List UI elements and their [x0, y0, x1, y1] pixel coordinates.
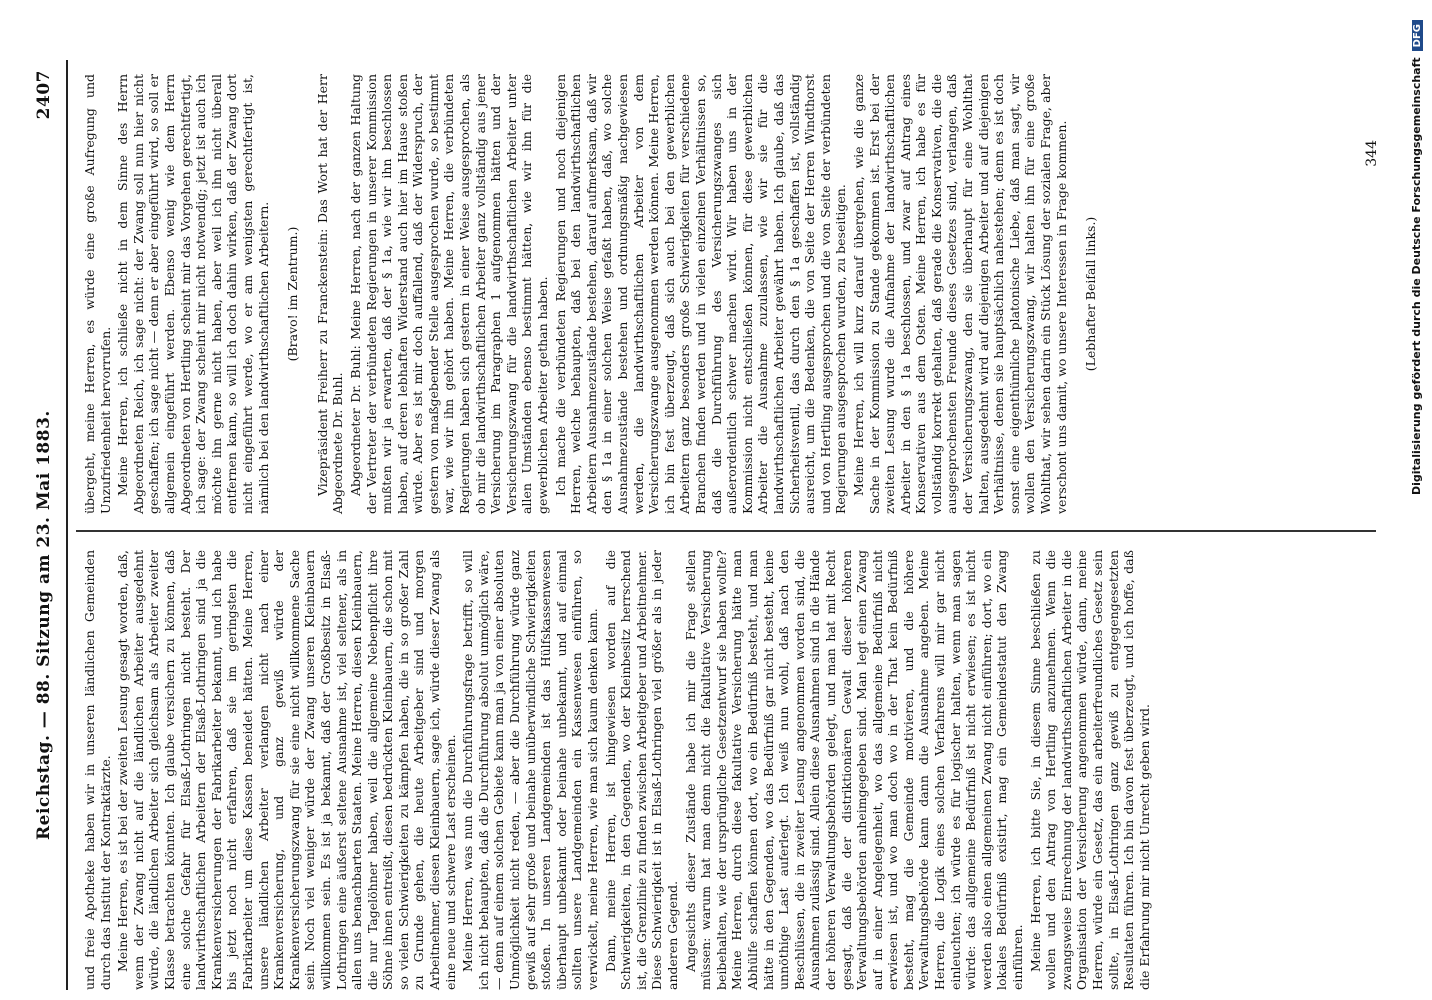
folio-number: 344 — [1364, 140, 1380, 167]
sidenote-text — [1410, 20, 1430, 980]
paragraph: Ich mache die verbündeten Regierungen und noch diejenigen Herren, welche behaupten, daß bei den landwirthschaftlichen Arbeitern Ausnahmezustände bestehen, darauf aufmerksam, daß wir den § 1a in einer solchen Weise gefaßt haben, daß, wo solche Ausnahmezustände bestehen und ordnungsmäßig nachgewiesen werden, die landwirthschaftlichen Arbeiter von dem Versicherungszwange ausgenommen werden können. Meine Herren, ich bin fest überzeugt, daß sich auch bei den gewerblichen Arbeitern ganz besonders große Schwierigkeiten für verschiedene Branchen finden werden und in vielen einzelnen Verhältnissen so, daß die Durchführung des Versicherungszwanges sich außerordentlich schwer machen wird. Wir haben uns in der Kommission nicht entschließen können, für diese gewerblichen Arbeiter die Ausnahme zuzulassen, wie wir sie für die landwirthschaftlichen Arbeiter gewährt haben. Ich glaube, daß das Sicherheitsventil, das durch den § 1a geschaffen ist, vollständig ausreicht, um die Bedenken, die von Seite der Herren Windthorst und von Hertling ausgesprochen und die von Seite der verbündeten Regierungen ausgesprochen wurden, zu beseitigen. — [552, 74, 849, 514]
paragraph: Meine Herren, es ist bei der zweiten Lesung gesagt worden, daß, wenn der Zwang nicht auf die ländlichen Arbeiter ausgedehnt würde, die ländlichen Arbeiter sich gleichsam als Arbeiter zweiter Klasse betrachten könnten. Ich glaube versichern zu können, daß eine solche Gefahr für Elsaß-Lothringen nicht besteht. Der landwirthschaftlichen Arbeitern der Elsaß-Lothringen sind ja die Krankenversicherungen der Fabrikarbeiter bekannt, und ich habe bis jetzt noch nicht erfahren, daß sie im geringsten die Fabrikarbeiter um diese Kassen beneidet hätten. Meine Herren, unsere ländlichen Arbeiter verlangen nicht nach einer Krankenversicherung, und ganz gewiß würde der Krankenversicherungszwang für sie eine nicht willkommene Sache sein. Noch viel weniger würde der Zwang unseren Kleinbauern willkommen sein. Es ist ja bekannt, daß der Großbesitz in Elsaß-Lothringen eine äußerst seltene Ausnahme ist, viel seltener, als in allen uns benachbarten Staaten. Meine Herren, diesen Kleinbauern, die nur Tagelöhner haben, weil die allgemeine Nebenpflicht ihre Söhne ihnen entreißt, diesen bedrückten Kleinbauern, die schon mit so vielen Schwierigkeiten zu kämpfen haben, die in so großer Zahl zu Grunde gehen, die heute Arbeitgeber sind und morgen Arbeitnehmer, diesen Kleinbauern, sage ich, würde dieser Zwang als eine neue und schwere Last erscheinen. — [115, 550, 458, 990]
left-column — [82, 550, 1154, 990]
page-number: 2407 — [34, 70, 54, 120]
column-divider — [76, 531, 1376, 533]
paragraph: Meine Herren, ich bitte Sie, in diesem Sinne beschließen zu wollen und den Antrag von Hertling anzunehmen. Wenn die zwangsweise Einrechnung der landwirthschaftlichen Arbeiter in die Organisation der Versicherung angenommen würde, dann, meine Herren, würde ein Gesetz, das ein arbeiterfreundliches Gesetz sein sollte, in Elsaß-Lothringen ganz gewiß zu entgegengesetzten Resultaten führen. Ich bin davon fest überzeugt, und ich hoffe, daß die Erfahrung mir nicht Unrecht geben wird. — [1027, 550, 1152, 990]
header-rule — [66, 60, 68, 990]
paragraph: Meine Herren, ich will kurz darauf übergehen, wie die ganze Sache in der Kommission zu Stande gekommen ist. Erst bei der zweiten Lesung wurde die Aufnahme der landwirthschaftlichen Arbeiter in den § 1a beschlossen, und zwar auf Antrag eines Konservativen aus dem Osten. Meine Herren, ich habe es für vollständig korrekt gehalten, daß gerade die Konservativen, die die ausgesprochensten Freunde dieses Gesetzes sind, verlangen, daß der Versicherungszwang, den sie überhaupt für eine Wohlthat halten, ausgedehnt wird auf diejenigen Arbeiter und auf diejenigen Verhältnisse, denen sie hauptsächlich nahestehen; denn es ist doch sonst eine eigenthümliche platonische Liebe, daß man sagt, wir wollen den Versicherungszwang, wir halten ihn für eine große Wohlthat, wir sehen darin ein Stück Lösung der sozialen Frage, aber verschont uns damit, wo unsere Interessen in Frage kommen. — [850, 74, 1069, 514]
rotated-page — [30, 55, 1410, 990]
running-head-title: Reichstag. — 88. Sitzung am 23. Mai 1883. — [34, 410, 54, 840]
right-column — [82, 74, 1113, 514]
paragraph: Meine Herren, was nun die Durchführungsfrage betrifft, so will ich nicht behaupten, daß die Durchführung absolut unmöglich wäre, — denn auf einem solchen Gebiete kann man ja von einer absoluten Unmöglichkeit nicht reden, — aber die Durchführung würde ganz gewiß auf sehr große und beinahe unüberwindliche Schwierigkeiten stoßen. In unseren Landgemeinden ist das Hülfskassenwesen überhaupt unbekannt oder beinahe unbekannt, und auf einmal sollten unsere Landgemeinden ein Kassenwesen einführen, so verwickelt, meine Herren, wie man sich kaum denken kann. — [460, 550, 600, 990]
speaker-paragraph: Vizepräsident Freiherr zu Franckenstein: Das Wort hat der Herr Abgeordnete Dr. Buhl. — [314, 74, 346, 514]
speaker-paragraph: Abgeordneter Dr. Buhl: Meine Herren, nach der ganzen Haltung der Vertreter der verbündeten Regierungen in unserer Kommission mußten wir ja erwarten, daß der § 1a, wie wir ihn beschlossen haben, auf deren lebhaften Widerstand auch hier im Hause stoßen würde. Aber es ist mir doch auffallend, daß der Widerspruch, der gestern von maßgebender Stelle ausgesprochen wurde, so bestimmt war, wie wir ihn gehört haben. Meine Herren, die verbündeten Regierungen haben sich gestern in einer Weise ausgesprochen, als ob mir die landwirthschaftlichen Arbeiter ganz vollständig aus jener Versicherung im Paragraphen 1 aufgenommen hätten und der Versicherungszwang für die landwirthschaftlichen Arbeiter unter allen Umständen ebenso bestimmt hätten, wie wir ihn für die gewerblichen Arbeiter gethan haben. — [347, 74, 551, 514]
paragraph: übergeht, meine Herren, es würde eine große Aufregung und Unzufriedenheit hervorrufen. — [82, 74, 113, 514]
paragraph: Meine Herren, ich schließe nicht in dem Sinne des Herrn Abgeordneten Reich, ich sage nicht: der Zwang soll nun hier nicht geschaffen; ich sage nicht — denn er aber eingeführt wird, so soll er allgemein eingeführt werden. Ebenso wenig wie dem Herrn Abgeordneten von Hertling scheint mir das Vorgehen gerechtfertigt, ich sage: der Zwang scheint mir nicht notwendig; jetzt ist auch ich möchte ihn gerne nicht haben, aber weil ich ihn nicht überall entfernen kann, so will ich doch dahin wirken, daß der Zwang dort nicht eingeführt werde, wo er am wenigsten gerechtfertigt ist, nämlich bei den landwirthschaftlichen Arbeitern. — [115, 74, 271, 514]
applause-note: (Lebhafter Beifall links.) — [1083, 216, 1099, 372]
applause-note: (Bravo! im Zentrum.) — [285, 226, 301, 362]
paragraph: Dann, meine Herren, ist hingewiesen worden auf die Schwierigkeiten, in den Gegenden, wo der Kleinbesitz herrschend ist, die Grenzlinie zu finden zwischen Arbeitgeber und Arbeitnehmer. Diese Schwierigkeit ist in Elsaß-Lothringen viel größer als in jeder anderen Gegend. — [602, 550, 680, 990]
paragraph: und freie Apotheke haben wir in unseren ländlichen Gemeinden durch das Institut der Kontraktärzte. — [82, 550, 113, 990]
page-content — [30, 60, 1410, 990]
running-head — [30, 60, 60, 990]
digitization-sidenote — [1406, 20, 1426, 980]
dfg-logo: DFG — [1412, 20, 1423, 51]
paragraph: Angesichts dieser Zustände habe ich mir die Frage stellen müssen: warum hat man denn nicht die fakultative Versicherung beibehalten, wie der ursprüngliche Gesetzentwurf sie haben wollte? Meine Herren, durch diese fakultative Versicherung hätte man Abhülfe schaffen können dort, wo ein Bedürfniß besteht, und man hätte in den Gegenden, wo das Bedürfniß gar nicht besteht, keine unnöthige Last auferlegt. Ich weiß nun wohl, daß nach den Beschlüssen, die in zweiter Lesung angenommen worden sind, die Ausnahmen zulässig sind. Allein diese Ausnahmen sind in die Hände der höheren Verwaltungsbehörden gelegt, und man hat mit Recht gesagt, daß die der distriktionären Gewalt dieser höheren Verwaltungsbehörden anheimgegeben sind. Man legt einen Zwang auf in einer Angelegenheit, wo das allgemeine Bedürfniß nicht erwiesen ist, und wo man doch wo in der That kein Bedürfniß besteht, mag die Gemeinde motivieren, und die höhere Verwaltungsbehörde kann dann die Ausnahme angeben. Meine Herren, die Logik eines solchen Verfahrens will mir gar nicht einleuchten; ich würde es für logischer halten, wenn man sagen würde: das allgemeine Bedürfniß ist nicht erwiesen; es ist nicht werden also einen allgemeinen Zwang nicht einführen; dort, wo ein lokales Bedürfniß existirt, mag ein Gemeindestatut den Zwang einführen. — [682, 550, 1026, 990]
sidenote-label: Digitalisierung gefördert durch die Deutsche Forschungsgemeinschaft — [1410, 57, 1423, 496]
